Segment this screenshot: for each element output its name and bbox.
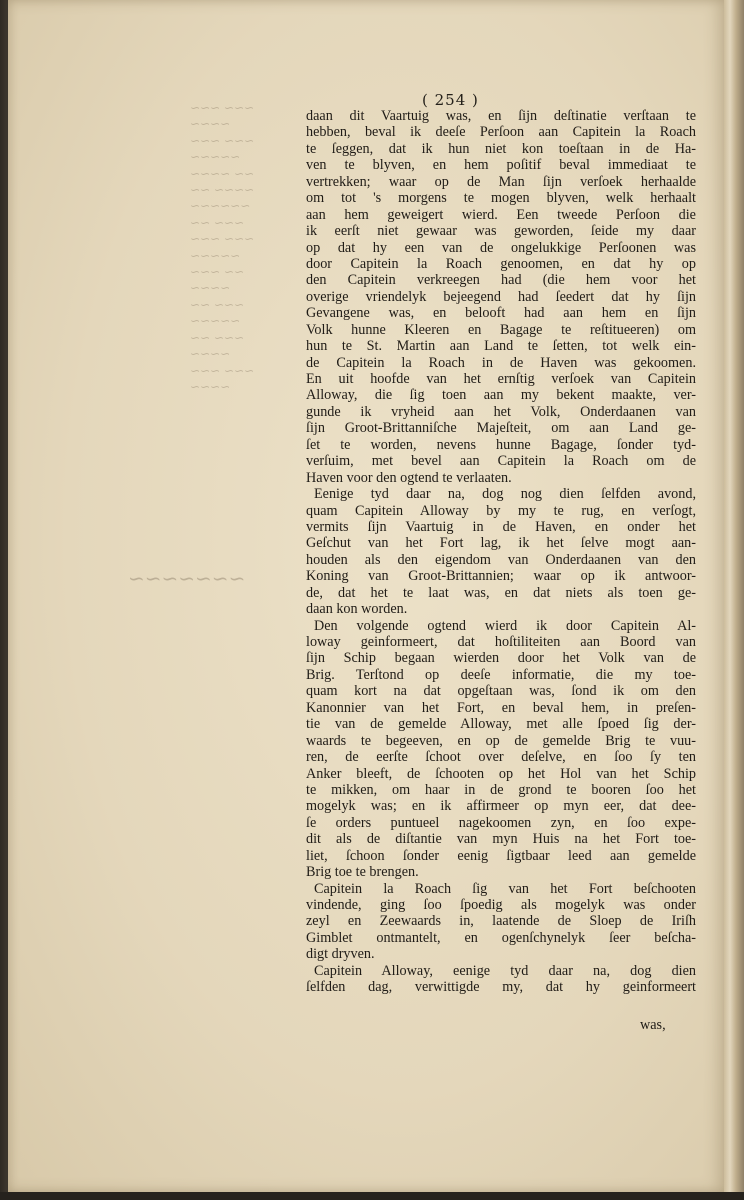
text-line: quam Capitein Alloway by my te rug, en verſogt, <box>306 502 696 519</box>
page-fore-edge <box>724 0 744 1200</box>
text-line: Brig. Terſtond op deeſe informatie, die my toe- <box>306 666 696 683</box>
text-line: overige vriendelyk bejeegend had ſeedert dat hy ſijn <box>306 288 696 305</box>
text-line: daan dit Vaartuig was, en ſijn deſtinatie verſtaan te <box>306 108 696 124</box>
bleed-through-text: ~~~ ~~~ ~~~~ ~~~ ~~~ ~~~~~ ~~ ~~~~ ~~~~ ~~ ~~~~~~ ~~~ ~~ ~~~ ~~~ ~~~~~ ~~ ~~~ ~~~~ ~~~ ~~ ~~~~~ ~~~ ~~ ~~~~ ~~~ ~~~ ~~~~ <box>190 101 255 394</box>
text-line: vindende, ging ſoo ſpoedig als mogelyk was onder <box>306 897 696 913</box>
text-line: Gevangene was, en belooft had aan hem en ſijn <box>306 305 696 322</box>
text-line: liet, ſchoon ſonder eenig ſigtbaar leed aan gemelde <box>306 847 696 864</box>
text-line: te mikken, om haar in de grond te booren ſoo het <box>306 781 696 798</box>
text-line: Gimblet ontmantelt, en ogenſchynelyk ſeer beſcha- <box>306 929 696 946</box>
scan-bottom-border <box>0 1192 744 1200</box>
text-line: dit als de diſtantie van myn Huis na het Fort toe- <box>306 831 696 848</box>
text-line: hun te St. Martin aan Land te ſetten, tot welk ein- <box>306 338 696 355</box>
text-line: houden als den eigendom van Onderdaanen van den <box>306 551 696 568</box>
text-line: vertrekken; waar op de Man ſijn verſoek herhaalde <box>306 173 696 190</box>
text-line: aan hem geweigert wierd. Een tweede Perſoon die <box>306 206 696 223</box>
text-line: de, dat het te laat was, en dat niets als toen ge- <box>306 584 696 601</box>
text-line: Capitein la Roach ſig van het Fort beſchooten <box>314 880 696 897</box>
text-line: ik eerſt niet gewaar was geworden, ſeide my daar <box>306 223 696 240</box>
text-line: quam kort na dat opgeſtaan was, ſond ik om den <box>306 683 696 700</box>
text-line: Alloway, die ſig toen aan my bekent maakte, ver- <box>306 387 696 404</box>
text-line: ſet te worden, nevens hunne Bagage, ſonder tyd- <box>306 436 696 453</box>
text-line: om tot 's morgens te mogen blyven, welk herhaalt <box>306 190 696 207</box>
text-line: Koning van Groot-Brittannien; waar op ik antwoor- <box>306 568 696 585</box>
text-line: ſijn Schip begaan wierden door het Volk van de <box>306 650 696 667</box>
bleed-through-number: ~~~~~~~ <box>128 566 246 590</box>
text-line: Anker bleeft, de ſchooten op het Hol van het Schip <box>306 765 696 782</box>
text-line: te ſeggen, dat ik hun niet kon toeſtaan in de Ha- <box>306 140 696 157</box>
body-text-column <box>306 108 696 996</box>
text-line: Capitein Alloway, eenige tyd daar na, dog dien <box>314 962 696 979</box>
text-line: den Capitein verkreegen had (die hem voor het <box>306 272 696 289</box>
text-line: op dat hy een van de ongelukkige Perſoonen was <box>306 239 696 256</box>
text-line: tie van de gemelde Alloway, met alle ſpoed ſig der- <box>306 716 696 733</box>
text-line: Kanonnier van het Fort, en beval hem, in preſen- <box>306 699 696 716</box>
text-line: Den volgende ogtend wierd ik door Capitein Al- <box>314 617 696 634</box>
text-line: Volk hunne Kleeren en Bagage te reſtitueeren) om <box>306 321 696 338</box>
text-line: door Capitein la Roach genoomen, en dat hy op <box>306 255 696 272</box>
text-line: Brig toe te brengen. <box>306 864 419 881</box>
text-line: ſijn Groot-Brittanniſche Majeſteit, om aan Land ge- <box>306 420 696 437</box>
text-line: gunde ik vryheid aan het Volk, Onderdaanen van <box>306 403 696 420</box>
catchword: was, <box>640 1017 666 1033</box>
text-line: zeyl en Zeewaards in, laatende de Sloep de Iriſh <box>306 913 696 930</box>
text-line: ſelfden dag, verwittigde my, dat hy geinformeert <box>306 979 696 996</box>
text-line: Eenige tyd daar na, dog nog dien ſelfden avond, <box>314 486 696 503</box>
text-line: waards te begeeven, en op de gemelde Brig te vuu- <box>306 732 696 749</box>
text-line: ſe orders puntueel nagekoomen zyn, en ſoo expe- <box>306 814 696 831</box>
text-line: loway geinformeert, dat hoſtiliteiten aan Boord van <box>306 634 696 650</box>
text-line: digt dryven. <box>306 946 375 963</box>
text-line: Haven voor den ogtend te verlaaten. <box>306 469 512 486</box>
text-line: ven te blyven, en hem poſitif beval immediaat te <box>306 157 696 174</box>
text-line: verſuim, met bevel aan Capitein la Roach om de <box>306 453 696 470</box>
text-line: mogelyk was; en ik affirmeer op myn eer, dat dee- <box>306 798 696 815</box>
text-line: ren, de eerſte ſchoot over deſelve, en ſoo ſy ten <box>306 749 696 766</box>
text-line: vermits ſijn Vaartuig in de Haven, en onder het <box>306 518 696 535</box>
text-line: Geſchut van het Fort lag, ik het ſelve mogt aan- <box>306 535 696 552</box>
page-number-header: ( 254 ) <box>422 91 479 109</box>
text-line: de Capitein la Roach in de Haven was gekoomen. <box>306 354 696 371</box>
text-line: hebben, beval ik deeſe Perſoon aan Capitein la Roach <box>306 124 696 141</box>
text-line: daan kon worden. <box>306 601 408 618</box>
text-line: En uit hoofde van het ernſtig verſoek van Capitein <box>306 371 696 387</box>
